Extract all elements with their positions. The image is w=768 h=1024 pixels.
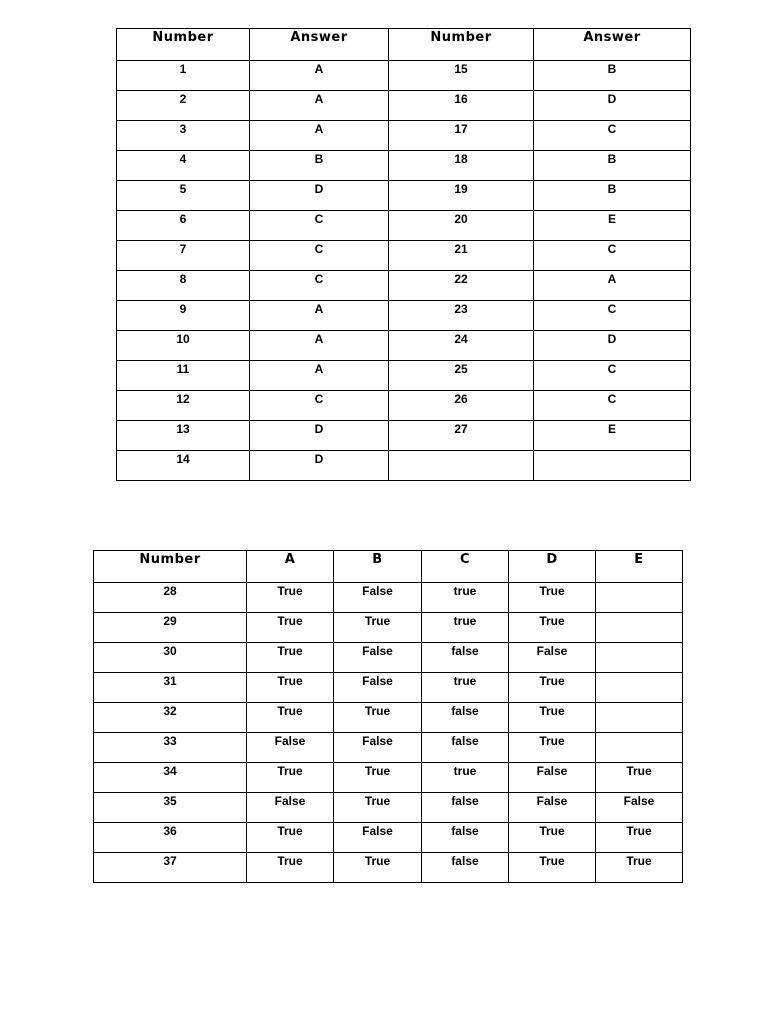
table-cell: C bbox=[534, 241, 691, 271]
table-cell: D bbox=[534, 91, 691, 121]
table-row bbox=[117, 361, 691, 391]
table-cell: 13 bbox=[117, 421, 250, 451]
column-header: C bbox=[422, 551, 509, 583]
table-cell bbox=[596, 583, 683, 613]
column-header: Number bbox=[117, 29, 250, 61]
table-cell: False bbox=[334, 823, 422, 853]
table-cell: A bbox=[250, 331, 389, 361]
table-cell: True bbox=[334, 793, 422, 823]
table-cell: True bbox=[596, 853, 683, 883]
table-cell: True bbox=[247, 643, 334, 673]
table-cell: True bbox=[247, 583, 334, 613]
table-cell: true bbox=[422, 583, 509, 613]
table-cell: False bbox=[334, 643, 422, 673]
table-cell: True bbox=[596, 763, 683, 793]
true-false-table bbox=[93, 550, 683, 883]
table-cell: C bbox=[534, 391, 691, 421]
table-row bbox=[94, 643, 683, 673]
column-header: Number bbox=[94, 551, 247, 583]
table-cell: E bbox=[534, 211, 691, 241]
table-cell: True bbox=[509, 703, 596, 733]
table-row bbox=[117, 391, 691, 421]
table-cell: True bbox=[509, 853, 596, 883]
table-header-row bbox=[94, 551, 683, 583]
table-cell: B bbox=[534, 181, 691, 211]
table-cell: 27 bbox=[389, 421, 534, 451]
table-cell: 30 bbox=[94, 643, 247, 673]
table-cell: false bbox=[422, 853, 509, 883]
column-header: Number bbox=[389, 29, 534, 61]
table-cell: True bbox=[247, 613, 334, 643]
table-cell: 15 bbox=[389, 61, 534, 91]
table-row bbox=[117, 181, 691, 211]
table-cell: C bbox=[534, 121, 691, 151]
table-cell: 23 bbox=[389, 301, 534, 331]
table-cell: D bbox=[250, 451, 389, 481]
table-cell: 34 bbox=[94, 763, 247, 793]
table-cell: B bbox=[534, 61, 691, 91]
table-cell: 36 bbox=[94, 823, 247, 853]
column-header: A bbox=[247, 551, 334, 583]
table-cell: True bbox=[509, 583, 596, 613]
table-cell: A bbox=[534, 271, 691, 301]
table-cell: 4 bbox=[117, 151, 250, 181]
table-cell: True bbox=[334, 613, 422, 643]
table-cell: 33 bbox=[94, 733, 247, 763]
table-cell: 22 bbox=[389, 271, 534, 301]
table-row bbox=[117, 121, 691, 151]
table-cell: True bbox=[247, 763, 334, 793]
table-row bbox=[94, 583, 683, 613]
table-cell: False bbox=[247, 793, 334, 823]
table-cell: C bbox=[534, 301, 691, 331]
table-cell: 2 bbox=[117, 91, 250, 121]
table-cell: A bbox=[250, 361, 389, 391]
table-cell: True bbox=[247, 823, 334, 853]
table-row bbox=[94, 733, 683, 763]
table-cell: 37 bbox=[94, 853, 247, 883]
table-cell: false bbox=[422, 823, 509, 853]
table-cell: 26 bbox=[389, 391, 534, 421]
table-cell: C bbox=[250, 241, 389, 271]
table-cell: 21 bbox=[389, 241, 534, 271]
table-row bbox=[94, 793, 683, 823]
table-cell: True bbox=[247, 673, 334, 703]
table-cell: C bbox=[250, 211, 389, 241]
table-cell: false bbox=[422, 733, 509, 763]
table-cell: 32 bbox=[94, 703, 247, 733]
table-cell: False bbox=[596, 793, 683, 823]
table-cell bbox=[596, 733, 683, 763]
table-cell: 18 bbox=[389, 151, 534, 181]
table-cell bbox=[534, 451, 691, 481]
column-header: E bbox=[596, 551, 683, 583]
table-row bbox=[94, 853, 683, 883]
column-header: Answer bbox=[534, 29, 691, 61]
table-cell: true bbox=[422, 763, 509, 793]
column-header: B bbox=[334, 551, 422, 583]
table-row bbox=[94, 703, 683, 733]
table-cell: D bbox=[250, 181, 389, 211]
table-cell bbox=[596, 703, 683, 733]
table-cell bbox=[389, 451, 534, 481]
answer-key-table bbox=[116, 28, 691, 481]
table-cell: True bbox=[247, 853, 334, 883]
table-cell: 7 bbox=[117, 241, 250, 271]
table-cell: 20 bbox=[389, 211, 534, 241]
table-cell: 8 bbox=[117, 271, 250, 301]
table-row bbox=[117, 241, 691, 271]
table-cell: D bbox=[534, 331, 691, 361]
table-cell: 16 bbox=[389, 91, 534, 121]
table-cell: False bbox=[509, 763, 596, 793]
table-cell: True bbox=[509, 733, 596, 763]
table-row bbox=[117, 61, 691, 91]
table-row bbox=[94, 763, 683, 793]
table-cell: 14 bbox=[117, 451, 250, 481]
table-cell: True bbox=[509, 673, 596, 703]
table-row bbox=[117, 271, 691, 301]
table-cell: true bbox=[422, 613, 509, 643]
table-header-row bbox=[117, 29, 691, 61]
table-cell: 3 bbox=[117, 121, 250, 151]
table-cell: False bbox=[247, 733, 334, 763]
table-cell: 24 bbox=[389, 331, 534, 361]
column-header: D bbox=[509, 551, 596, 583]
table-cell: False bbox=[334, 583, 422, 613]
table-row bbox=[117, 211, 691, 241]
table-row bbox=[94, 613, 683, 643]
table-cell: True bbox=[596, 823, 683, 853]
table-row bbox=[117, 151, 691, 181]
table-cell: C bbox=[250, 271, 389, 301]
table-row bbox=[117, 91, 691, 121]
table-cell: 9 bbox=[117, 301, 250, 331]
table-cell: False bbox=[334, 673, 422, 703]
table-cell: false bbox=[422, 703, 509, 733]
table-cell: False bbox=[334, 733, 422, 763]
table-cell: True bbox=[509, 613, 596, 643]
table-cell: 5 bbox=[117, 181, 250, 211]
table-cell: D bbox=[250, 421, 389, 451]
table-row bbox=[117, 421, 691, 451]
table-row bbox=[94, 673, 683, 703]
table-cell: A bbox=[250, 121, 389, 151]
table-row bbox=[94, 823, 683, 853]
table-cell: B bbox=[250, 151, 389, 181]
table-cell: True bbox=[334, 853, 422, 883]
table-cell: B bbox=[534, 151, 691, 181]
table-cell: true bbox=[422, 673, 509, 703]
table-cell: True bbox=[334, 763, 422, 793]
column-header: Answer bbox=[250, 29, 389, 61]
table-row bbox=[117, 301, 691, 331]
table-cell: false bbox=[422, 793, 509, 823]
table-cell: C bbox=[250, 391, 389, 421]
table-cell: True bbox=[509, 823, 596, 853]
table-cell: 11 bbox=[117, 361, 250, 391]
table-row bbox=[117, 451, 691, 481]
table-cell bbox=[596, 673, 683, 703]
table-cell: false bbox=[422, 643, 509, 673]
table-cell: A bbox=[250, 61, 389, 91]
table-cell: False bbox=[509, 793, 596, 823]
table-cell: 29 bbox=[94, 613, 247, 643]
table-cell: True bbox=[334, 703, 422, 733]
table-cell: True bbox=[247, 703, 334, 733]
table-cell: 12 bbox=[117, 391, 250, 421]
table-cell: C bbox=[534, 361, 691, 391]
table-cell: 31 bbox=[94, 673, 247, 703]
table-cell bbox=[596, 643, 683, 673]
table-cell: A bbox=[250, 301, 389, 331]
table-cell: A bbox=[250, 91, 389, 121]
table-cell: 6 bbox=[117, 211, 250, 241]
table-cell: 28 bbox=[94, 583, 247, 613]
table-cell bbox=[596, 613, 683, 643]
table-row bbox=[117, 331, 691, 361]
table-cell: 17 bbox=[389, 121, 534, 151]
table-cell: 25 bbox=[389, 361, 534, 391]
table-cell: 35 bbox=[94, 793, 247, 823]
table-cell: 19 bbox=[389, 181, 534, 211]
table-cell: 10 bbox=[117, 331, 250, 361]
table-cell: E bbox=[534, 421, 691, 451]
table-cell: 1 bbox=[117, 61, 250, 91]
table-cell: False bbox=[509, 643, 596, 673]
